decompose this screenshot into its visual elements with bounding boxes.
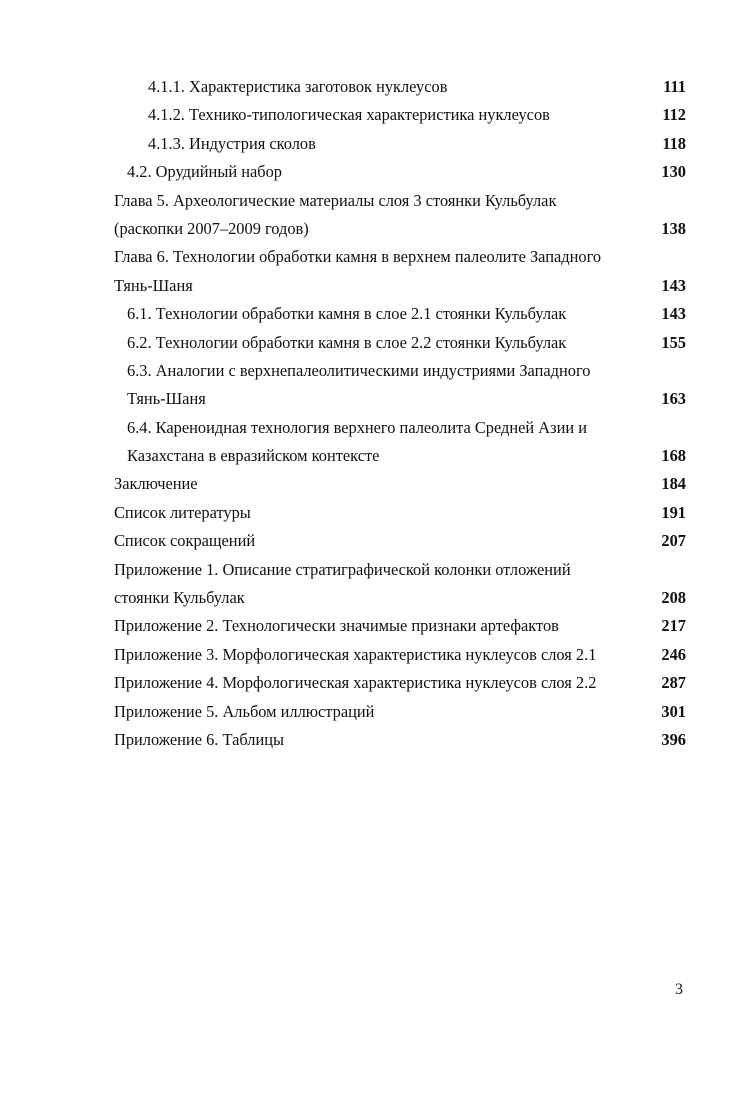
toc-entry-title: Глава 5. Археологические материалы слоя 3 стоянки Кульбулак	[114, 190, 557, 210]
toc-entry	[0, 414, 733, 442]
toc-entry-page-number: 217	[661, 616, 686, 636]
toc-entry	[0, 300, 733, 328]
toc-entry	[0, 243, 733, 271]
toc-entry	[0, 130, 733, 158]
toc-entry-title: Приложение 3. Морфологическая характеристика нуклеусов слоя 2.1	[114, 644, 597, 664]
toc-entry-title: Приложение 4. Морфологическая характеристика нуклеусов слоя 2.2	[114, 673, 597, 693]
toc-entry-title: 4.1.1. Характеристика заготовок нуклеусов	[148, 77, 448, 96]
toc-entry-title: 6.3. Аналогии с верхнепалеолитическими индустриями Западного	[127, 360, 591, 380]
toc-entry	[0, 527, 733, 555]
toc-entry-page-number: 207	[661, 531, 686, 551]
toc-entry-page-number: 208	[661, 588, 686, 608]
toc-entry-title: 4.2. Орудийный набор	[127, 162, 282, 182]
toc-entry-title: Казахстана в евразийском контексте	[127, 446, 380, 466]
toc-entry-title: Список литературы	[114, 502, 251, 522]
toc-entry-page-number: 287	[661, 673, 686, 693]
toc-entry	[0, 556, 733, 584]
toc-entry-page-number: 191	[661, 502, 686, 522]
toc-entry-page-number: 163	[661, 389, 686, 409]
toc-entry-page-number: 246	[661, 644, 686, 664]
toc-entry	[0, 698, 733, 726]
toc-entry-page-number: 396	[661, 729, 686, 749]
toc-entry	[0, 385, 733, 413]
toc-entry	[0, 357, 733, 385]
toc-entry	[0, 726, 733, 754]
toc-entry	[0, 158, 733, 186]
toc-entry	[0, 470, 733, 498]
toc-entry-title: (раскопки 2007–2009 годов)	[114, 218, 309, 238]
toc-entry-page-number: 130	[661, 162, 686, 182]
toc-entry	[0, 73, 733, 101]
toc-entry-title: Приложение 5. Альбом иллюстраций	[114, 701, 375, 721]
toc-entry	[0, 101, 733, 129]
toc-entry-title: Глава 6. Технологии обработки камня в верхнем палеолите Западного	[114, 247, 602, 267]
toc-entry-title: Приложение 2. Технологически значимые признаки артефактов	[114, 616, 559, 636]
toc-entry-title: Тянь-Шаня	[127, 389, 206, 409]
toc-entry-page-number: 168	[661, 446, 686, 466]
toc-entry	[0, 584, 733, 612]
toc-entry	[0, 272, 733, 300]
toc-entry-page-number: 301	[661, 701, 686, 721]
toc-entry	[0, 612, 733, 640]
toc-entry-title: 4.1.3. Индустрия сколов	[148, 133, 316, 153]
toc-entry-page-number: 111	[663, 77, 686, 96]
toc-entry-page-number: 143	[661, 304, 686, 324]
toc-entry	[0, 329, 733, 357]
toc-entry	[0, 641, 733, 669]
table-of-contents	[0, 73, 733, 754]
toc-entry-title: стоянки Кульбулак	[114, 588, 245, 608]
toc-entry-title: 6.2. Технологии обработки камня в слое 2.2 стоянки Кульбулак	[127, 332, 567, 352]
toc-entry-title: Заключение	[114, 474, 198, 494]
toc-entry-page-number: 155	[661, 332, 686, 352]
page-number: 3	[675, 981, 683, 998]
toc-entry-title: 4.1.2. Технико-типологическая характеристика нуклеусов	[148, 105, 550, 125]
toc-entry-title: Приложение 6. Таблицы	[114, 729, 285, 749]
toc-entry	[0, 215, 733, 243]
toc-entry	[0, 669, 733, 697]
toc-entry	[0, 442, 733, 470]
toc-entry-title: Список сокращений	[114, 531, 256, 551]
toc-entry-page-number: 184	[661, 474, 686, 494]
toc-entry	[0, 187, 733, 215]
toc-entry-title: Тянь-Шаня	[114, 275, 193, 295]
toc-entry-title: 6.1. Технологии обработки камня в слое 2.1 стоянки Кульбулак	[127, 304, 567, 324]
toc-entry-page-number: 112	[662, 105, 686, 125]
toc-entry-title: 6.4. Кареноидная технология верхнего палеолита Средней Азии и	[127, 417, 588, 437]
toc-entry-page-number: 138	[661, 218, 686, 238]
toc-entry-page-number: 143	[661, 275, 686, 295]
toc-entry	[0, 499, 733, 527]
toc-entry-page-number: 118	[662, 133, 686, 153]
toc-entry-title: Приложение 1. Описание стратиграфической колонки отложений	[114, 559, 571, 579]
